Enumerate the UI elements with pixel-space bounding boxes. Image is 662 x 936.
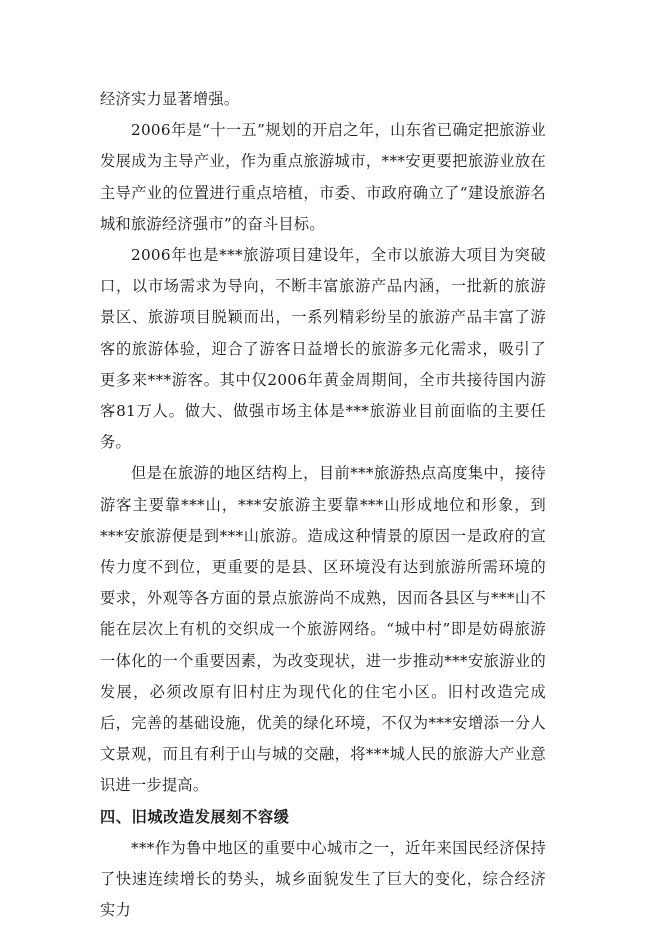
paragraph-urban-renewal: ***作为鲁中地区的重要中心城市之一，近年来国民经济保持了快速连续增长的势头，城乡面貌发生了巨大的变化，综合经济实力 xyxy=(100,838,546,920)
paragraph-continuation: 经济实力显著增强。 xyxy=(100,90,240,108)
section-heading: 四、旧城改造发展刻不容缓 xyxy=(100,807,290,826)
document-page xyxy=(100,84,546,926)
paragraph-regional-structure: 但是在旅游的地区结构上，目前***旅游热点高度集中，接待游客主要靠***山，***安旅游主要靠***山形成地位和形象，到***安旅游便是到***山旅游。造成这种情景的原因一是政府的宣传力度不到位，更重要的是县、区环境没有达到旅游所需环境的要求，外观等各方面的景点旅游尚不成熟，因而各县区与***山不能在层次上有机的交织成一个旅游网络。“城中村”即是妨碍旅游一体化的一个重要因素，为改变现状，进一步推动***安旅游业的发展，必须改原有旧村庄为现代化的住宅小区。旧村改造完成后，完善的基础设施，优美的绿化环境，不仅为***安增添一分人文景观，而且有利于山与城的交融，将***城人民的旅游大产业意识进一步提高。 xyxy=(100,464,546,795)
paragraph-eleventh-five-year-plan: 2006年是“十一五”规划的开启之年，山东省已确定把旅游业发展成为主导产业，作为重点旅游城市，***安更要把旅游业放在主导产业的位置进行重点培植，市委、市政府确立了“建设旅游名城和旅游经济强市”的奋斗目标。 xyxy=(100,121,546,233)
paragraph-tourism-project-year: 2006年也是***旅游项目建设年，全市以旅游大项目为突破口，以市场需求为导向，不断丰富旅游产品内涵，一批新的旅游景区、旅游项目脱颖而出，一系列精彩纷呈的旅游产品丰富了游客的旅游体验，迎合了游客日益增长的旅游多元化需求，吸引了更多来***游客。其中仅2006年黄金周期间，全市共接待国内游客81万人。做大、做强市场主体是***旅游业目前面临的主要任务。 xyxy=(100,246,546,452)
